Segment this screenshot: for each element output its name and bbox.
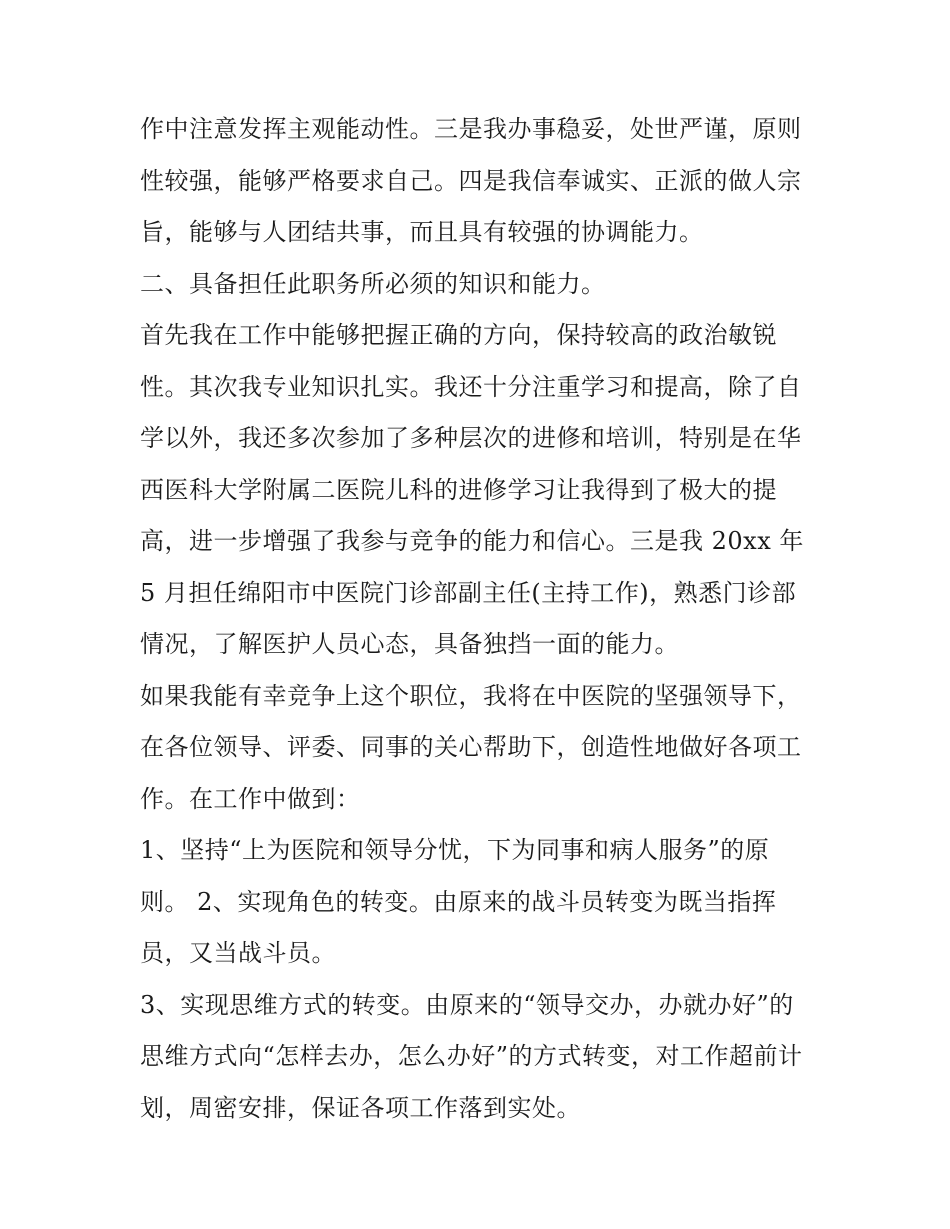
text-line: 情况，了解医护人员心态，具备独挡一面的能力。: [140, 630, 679, 658]
text-line: 在各位领导、评委、同事的关心帮助下，创造性地做好各项工: [140, 733, 802, 761]
document-body: [140, 104, 820, 1134]
text-line: 旨，能够与人团结共事，而且具有较强的协调能力。: [140, 218, 704, 246]
text-line: 高，进一步增强了我参与竞争的能力和信心。三是我 20xx 年: [140, 527, 804, 555]
text-line: 西医科大学附属二医院儿科的进修学习让我得到了极大的提: [140, 475, 777, 504]
text-line: 作中注意发挥主观能动性。三是我办事稳妥，处世严谨，原则: [140, 115, 802, 143]
text-line: 5 月担任绵阳市中医院门诊部副主任(主持工作)，熟悉门诊部: [140, 578, 797, 607]
text-line: 性较强，能够严格要求自己。四是我信奉诚实、正派的做人宗: [140, 166, 802, 195]
text-line: 划，周密安排，保证各项工作落到实处。: [140, 1093, 581, 1122]
text-line: 作。在工作中做到：: [140, 784, 361, 813]
text-line: 首先我在工作中能够把握正确的方向，保持较高的政治敏锐: [140, 321, 777, 349]
text-line: 性。其次我专业知识扎实。我还十分注重学习和提高，除了自: [140, 372, 802, 401]
text-line: 学以外，我还多次参加了多种层次的进修和培训，特别是在华: [140, 424, 802, 452]
text-line: 则。 2、实现角色的转变。由原来的战斗员转变为既当指挥: [140, 887, 777, 916]
section-heading: 二、具备担任此职务所必须的知识和能力。: [140, 269, 606, 298]
text-line: 思维方式向“怎样去办，怎么办好”的方式转变，对工作超前计: [140, 1042, 803, 1070]
text-line: 如果我能有幸竞争上这个职位，我将在中医院的坚强领导下，: [140, 681, 802, 710]
text-line: 1、坚持“上为医院和领导分忧，下为同事和病人服务”的原: [140, 836, 770, 864]
text-line: 3、实现思维方式的转变。由原来的“领导交办，办就办好”的: [140, 990, 794, 1019]
text-line: 员，又当战斗员。: [140, 939, 336, 967]
